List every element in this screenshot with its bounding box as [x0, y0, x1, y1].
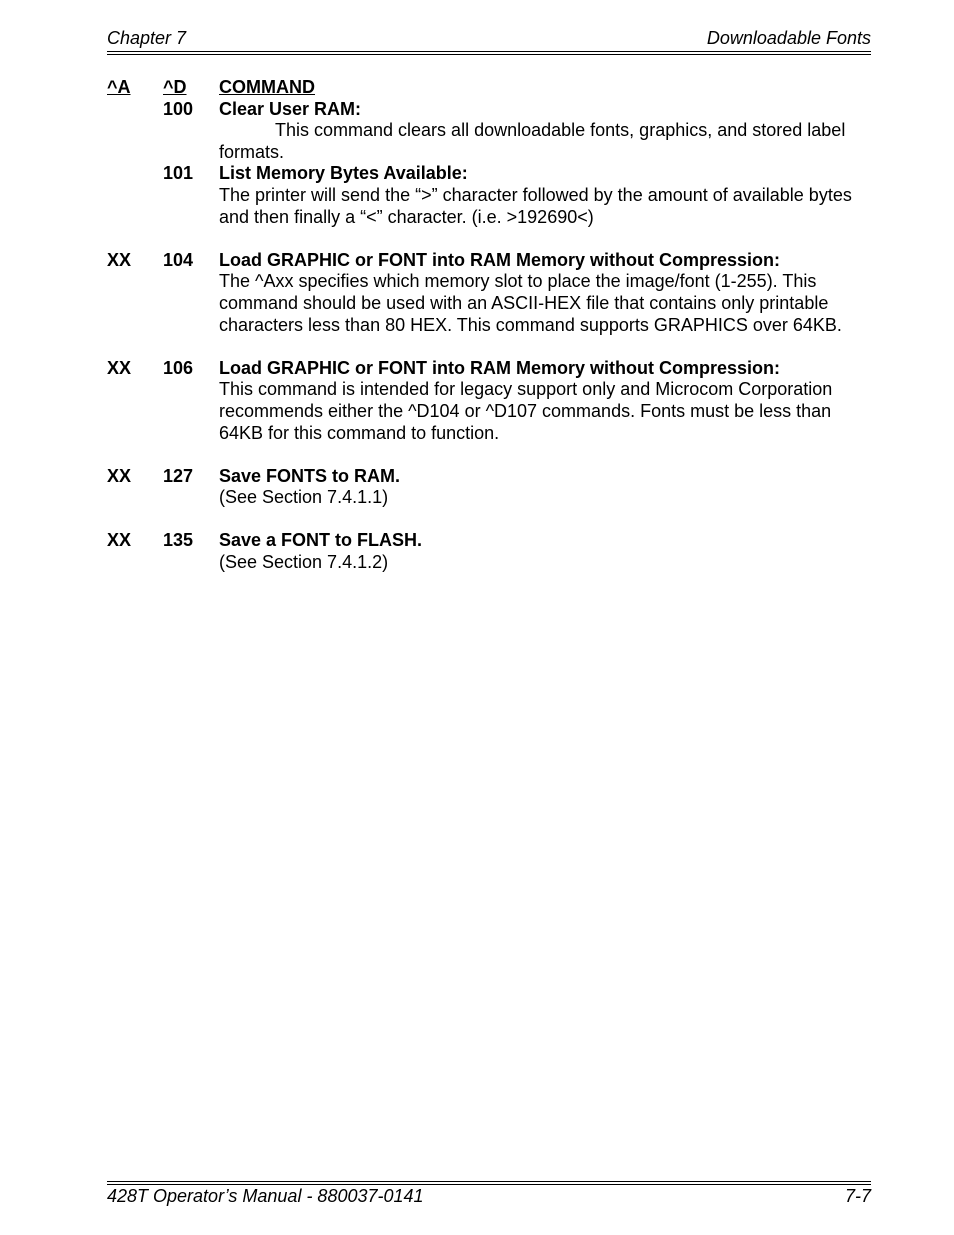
chapter-label: Chapter 7: [107, 28, 187, 48]
table-header-row: [107, 77, 871, 99]
column-header-command: COMMAND: [219, 77, 315, 97]
command-101-row: [107, 163, 871, 185]
command-100-row: [107, 99, 871, 121]
command-135-row: [107, 530, 871, 552]
command-description: The printer will send the “>” character followed by the amount of available bytes and then finally a “<” character. (i.e. >192690<): [219, 184, 852, 227]
command-106-row: [107, 358, 871, 380]
command-description: This command is intended for legacy support only and Microcom Corporation recommends either the ^D104 or ^D107 commands. Fonts must be less than 64KB for this command to function.: [219, 379, 833, 443]
command-a-value: XX: [107, 249, 132, 270]
command-title: Load GRAPHIC or FONT into RAM Memory without Compression:: [219, 357, 780, 378]
command-description: The ^Axx specifies which memory slot to place the image/font (1-255). This command should be used with an ASCII-HEX file that contains only printable characters less than 80 HEX. This command supports GRAPHICS over 64KB.: [219, 271, 842, 335]
command-title: Load GRAPHIC or FONT into RAM Memory without Compression:: [219, 249, 780, 270]
command-d-code: 100: [163, 98, 194, 119]
spacer: [107, 228, 871, 250]
command-127-row: [107, 466, 871, 488]
command-table: [107, 77, 871, 574]
command-description: (See Section 7.4.1.2): [219, 552, 389, 573]
command-a-value: XX: [107, 465, 132, 486]
page-number: 7-7: [844, 1186, 871, 1206]
command-d-code: 104: [163, 249, 194, 270]
command-title: List Memory Bytes Available:: [219, 163, 468, 184]
spacer: [107, 444, 871, 466]
section-title: Downloadable Fonts: [706, 28, 871, 48]
command-title: Save FONTS to RAM.: [219, 465, 401, 486]
command-a-value: XX: [107, 357, 132, 378]
header-rule: [107, 51, 871, 55]
footer-rule: [107, 1181, 871, 1185]
command-d-code: 101: [163, 163, 194, 184]
command-description: (See Section 7.4.1.1): [219, 487, 389, 508]
column-header-a: ^A: [107, 77, 131, 97]
command-a-value: XX: [107, 530, 132, 551]
column-header-d: ^D: [163, 77, 187, 97]
command-d-code: 135: [163, 530, 194, 551]
spacer: [107, 509, 871, 531]
spacer: [107, 336, 871, 358]
command-description: This command clears all downloadable fonts, graphics, and stored label formats.: [219, 120, 846, 162]
command-title: Clear User RAM:: [219, 98, 362, 119]
command-104-row: [107, 250, 871, 272]
command-title: Save a FONT to FLASH.: [219, 530, 423, 551]
command-d-code: 106: [163, 357, 194, 378]
command-d-code: 127: [163, 465, 194, 486]
manual-title: 428T Operator’s Manual - 880037-0141: [107, 1186, 424, 1206]
